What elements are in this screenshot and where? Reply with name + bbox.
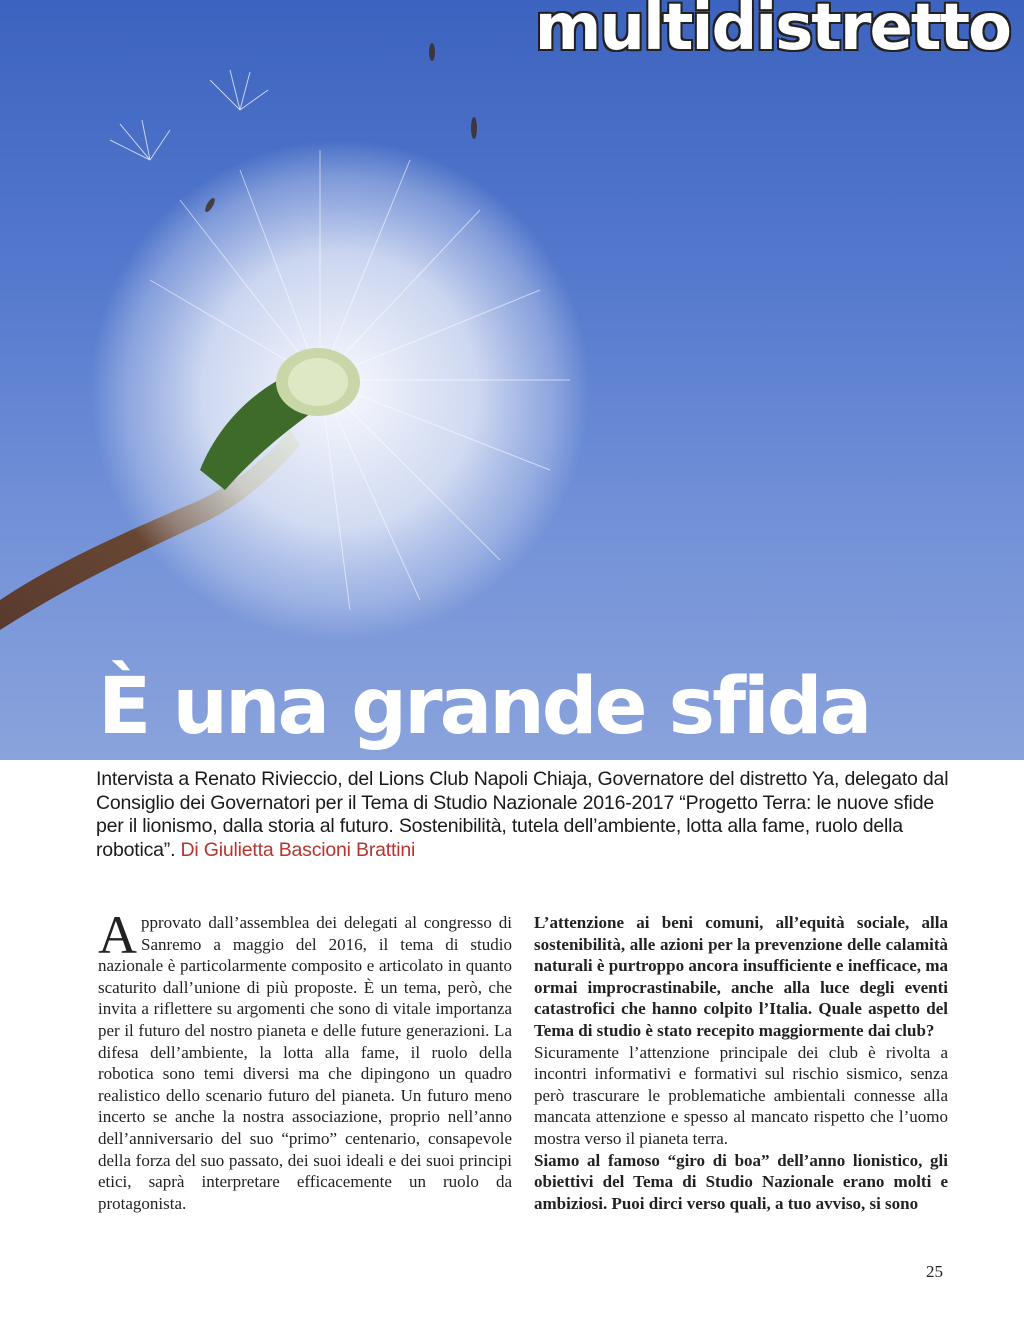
article-column-right [534,912,948,1214]
article-title: È una grande sfida [98,662,870,752]
subtitle-text: Intervista a Renato Rivieccio, del Lions Club Napoli Chiaja, Governatore del distretto Ya, delegato dal Consiglio dei Governatori per il Tema di Studio Nazionale 2016-2017 “Progetto Terra: le nuove sfide per il lionismo, dalla storia al futuro. Sostenibilità, tutela dell’ambiente, lotta alla fame, ruolo della robotica”. [96,768,949,861]
interview-question: L’attenzione ai beni comuni, all’equità sociale, alla sostenibilità, alle azioni per la prevenzione delle calamità naturali è purtroppo ancora insufficiente e inefficace, ma ormai improcrastinabile, anche alla luce degli eventi catastrofici che hanno colpito l’Italia. Quale aspetto del Tema di studio è stato recepito maggiormente dai club? [534,913,948,1040]
intro-text: pprovato dall’assemblea dei delegati al congresso di Sanremo a maggio del 2016, il tema di studio nazionale è particolarmente composito e articolato in quanto scaturito dall’unione di più proposte. È un tema, però, che invita a riflettere su argomenti che sono di vitale importanza per il futuro del nostro pianeta e delle future generazioni. La difesa dell’ambiente, la lotta alla fame, il ruolo della robotica sono temi diversi ma che dipingono un quadro realistico dello scenario futuro del pianeta. Un futuro meno incerto se anche la nostra associazione, proprio nell’anno dell’anniversario del suo “primo” centenario, consapevole della forza del suo passato, dei suoi ideali e dei suoi principi etici, saprà interpretare efficacemente un ruolo da protagonista. [98,913,512,1213]
interview-question: Siamo al famoso “giro di boa” dell’anno lionistico, gli obiettivi del Tema di Studio Nazionale erano molti e ambiziosi. Puoi dirci verso quali, a tuo avviso, si sono [534,1150,948,1213]
dropcap: A [98,905,137,965]
article-column-left [98,905,512,1214]
interview-answer: Sicuramente l’attenzione principale dei club è rivolta a incontri informativi e formativi sul rischio sismico, senza però trascurare le problematiche ambientali connesse alla mancata attenzione e spesso al mancato rispetto che l’uomo mostra verso il pianeta terra. [534,1042,948,1148]
intro-paragraph [98,905,512,1214]
page-number: 25 [926,1262,943,1281]
section-tag: multidistretto [534,0,1010,65]
author-byline: Di Giulietta Bascioni Brattini [180,838,416,861]
article-subtitle [96,768,956,862]
